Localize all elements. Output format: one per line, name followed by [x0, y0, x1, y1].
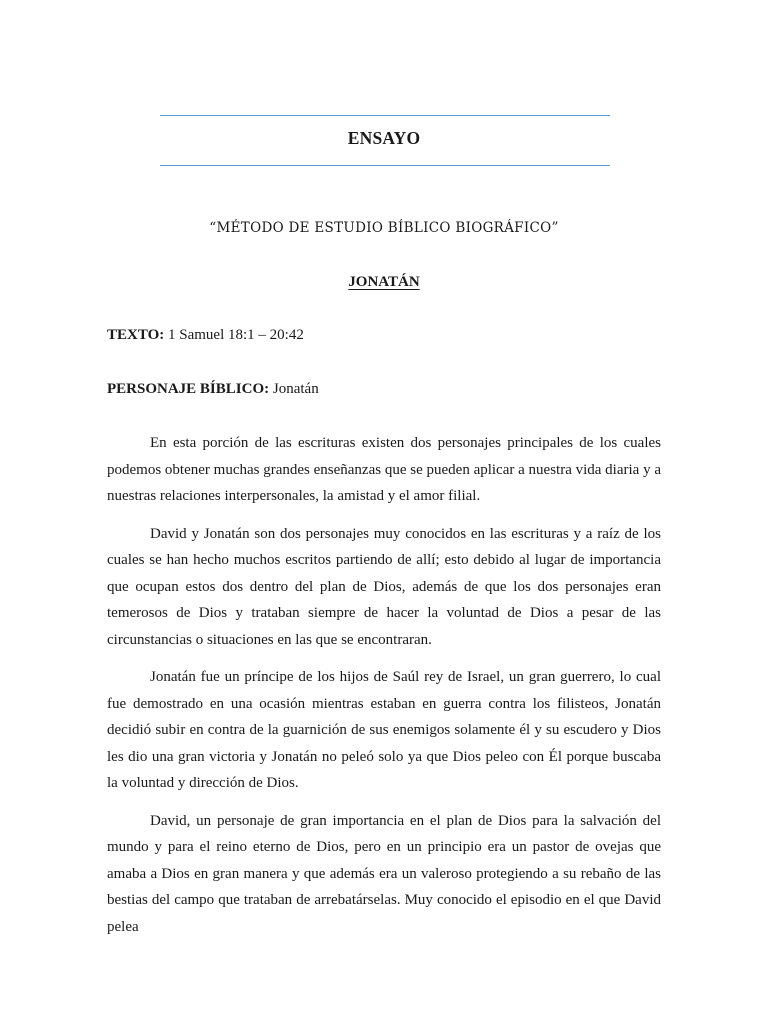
personaje-value: Jonatán	[272, 381, 319, 397]
method-title: “MÉTODO DE ESTUDIO BÍBLICO BIOGRÁFICO”	[209, 220, 559, 236]
paragraph: Jonatán fue un príncipe de los hijos de Saúl rey de Israel, un gran guerrero, lo cual fue demostrado en una ocasión mientras estaban en guerra contra los filisteos, Jonatán decidió subir en contra de la guarnición de sus enemigos solamente él y su escudero y Dios les dio una gran victoria y Jonatán no peleó solo ya que Dios peleo con Él porque buscaba la voluntad y dirección de Dios.	[107, 669, 661, 791]
paragraph: David, un personaje de gran importancia en el plan de Dios para la salvación del mundo y para el reino eterno de Dios, pero en un principio era un pastor de ovejas que amaba a Dios en gran manera y que además era un valeroso protegiendo a su rebaño de las bestias del campo que trataban de arrebatárselas. Muy conocido el episodio en el que David pelea	[107, 812, 661, 935]
paragraph: En esta porción de las escrituras existen dos personajes principales de los cuales podemos obtener muchas grandes enseñanzas que se pueden aplicar a nuestra vida diaria y a nuestras relaciones interpersonales, la amistad y el amor filial.	[107, 435, 661, 504]
paragraph: David y Jonatán son dos personajes muy conocidos en las escrituras y a raíz de los cuales se han hecho muchos escritos partiendo de allí; esto debido al lugar de importancia que ocupan estos dos dentro del plan de Dios, además de que los dos personajes eran temerosos de Dios y trataban siempre de hacer la voluntad de Dios a pesar de las circunstancias o situaciones en las que se encontraran.	[107, 525, 661, 648]
texto-label: TEXTO:	[107, 327, 165, 343]
personaje-line	[107, 381, 319, 398]
texto-value: 1 Samuel 18:1 – 20:42	[168, 327, 304, 343]
character-heading	[0, 274, 768, 291]
character-heading-text: JONATÁN	[348, 274, 420, 290]
essay-body	[107, 430, 661, 951]
title-top-rule	[160, 115, 610, 116]
document-title: ENSAYO	[347, 128, 421, 148]
texto-line	[107, 327, 304, 344]
title-bottom-rule	[160, 165, 610, 166]
personaje-label: PERSONAJE BÍBLICO:	[107, 381, 270, 397]
